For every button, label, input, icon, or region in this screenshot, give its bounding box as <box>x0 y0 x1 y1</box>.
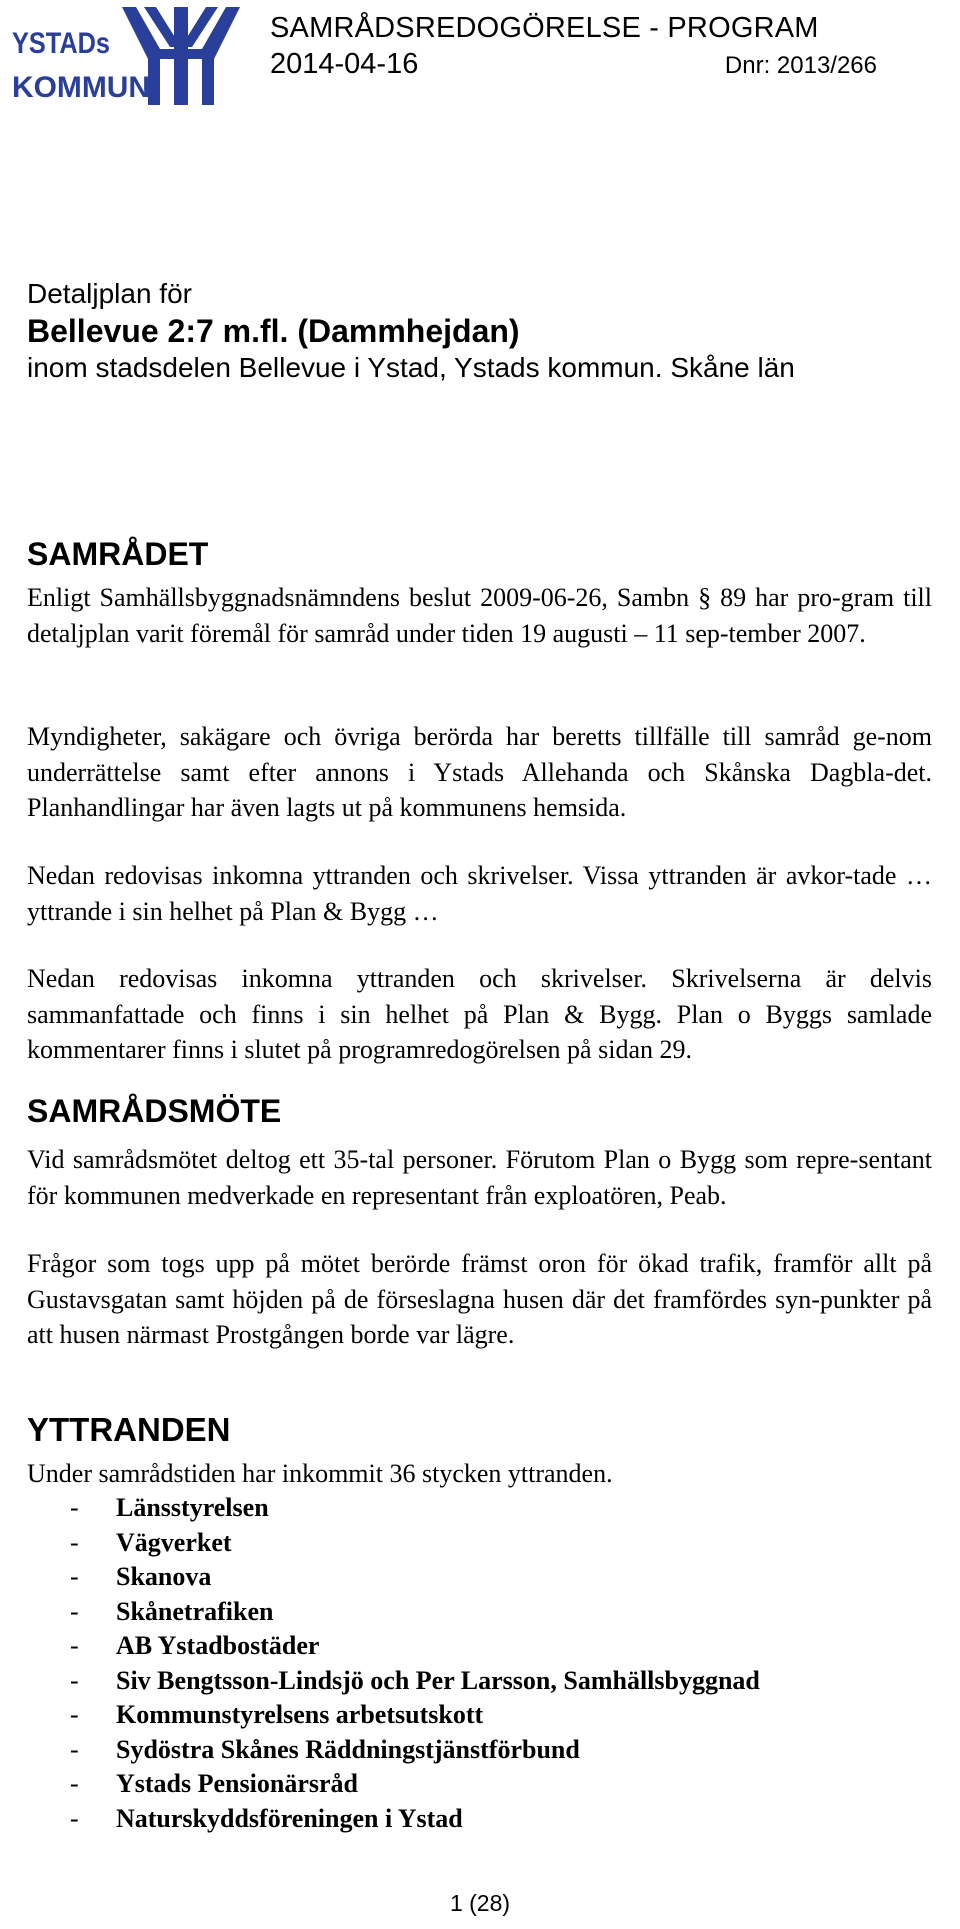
list-item <box>70 1664 760 1699</box>
list-item-label: Naturskyddsföreningen i Ystad <box>116 1803 463 1833</box>
paragraph-yttranden-intro: Under samrådstiden har inkommit 36 stycken yttranden. <box>27 1459 613 1488</box>
list-item-label: AB Ystadbostäder <box>116 1631 320 1660</box>
list-dash: - <box>70 1769 79 1798</box>
list-item-label: Ystads Pensionärsråd <box>116 1769 358 1798</box>
document-dnr: Dnr: 2013/266 <box>724 52 877 79</box>
list-item <box>70 1560 760 1595</box>
logo-text-top: YSTADs <box>12 27 110 60</box>
paragraph-motet-fragor: Frågor som togs upp på mötet berörde främst oron för ökad trafik, framför allt på Gustavsgatan samt höjden på de förseslagna husen där det framfördes syn-punkter på att husen närmast Prostgången borde var lägre. <box>27 1249 932 1349</box>
list-dash: - <box>70 1562 79 1591</box>
list-item <box>70 1491 760 1526</box>
list-item-label: Siv Bengtsson-Lindsjö och Per Larsson, Samhällsbyggnad <box>116 1665 760 1695</box>
logo-text-bottom: KOMMUN <box>12 71 150 104</box>
list-dash: - <box>70 1527 79 1557</box>
list-item-label: Kommunstyrelsens arbetsutskott <box>116 1700 484 1729</box>
page-number: 1 (28) <box>449 1890 511 1916</box>
document-date: 2014-04-16 <box>270 48 419 80</box>
list-dash: - <box>70 1493 79 1522</box>
heading-samradet: SAMRÅDET <box>27 536 209 572</box>
heading-yttranden: YTTRANDEN <box>27 1411 231 1448</box>
list-item <box>70 1595 760 1630</box>
remissinstanser-list <box>70 1491 760 1836</box>
paragraph-motet-deltagare: Vid samrådsmötet deltog ett 35-tal personer. Förutom Plan o Bygg som repre-sentant för kommunen medverkade en representant från exploatören, Peab. <box>27 1145 932 1210</box>
plan-name: Bellevue 2:7 m.fl. (Dammhejdan) <box>27 313 520 349</box>
list-item-label: Skanova <box>116 1562 212 1591</box>
heading-samradsmote: SAMRÅDSMÖTE <box>27 1093 282 1129</box>
paragraph-samrad-beslut: Enligt Samhällsbyggnadsnämndens beslut 2009-06-26, Sambn § 89 har pro-gram till detaljplan varit föremål för samråd under tiden 19 augusti – 11 sep-tember 2007. <box>27 583 932 648</box>
list-dash: - <box>70 1596 79 1626</box>
list-item-label: Skånetrafiken <box>116 1596 274 1626</box>
ystads-kommun-logo <box>10 7 240 105</box>
plan-location: inom stadsdelen Bellevue i Ystad, Ystads kommun. Skåne län <box>27 352 795 383</box>
paragraph-skrivelser: Nedan redovisas inkomna yttranden och skrivelser. Skrivelserna är delvis sammanfattade och finns i sin helhet på Plan & Bygg. Plan o Byggs samlade kommentarer finns i slutet på programredogörelsen på sidan 29. <box>27 964 932 1064</box>
document-type: SAMRÅDSREDOGÖRELSE - PROGRAM <box>270 12 819 44</box>
paragraph-berorda: Myndigheter, sakägare och övriga berörda har beretts tillfälle till samråd ge-nom underrättelse samt efter annons i Ystads Allehanda och Skånska Dagbla-det. Planhandlingar har även lagts ut på kommunens hemsida. <box>27 722 932 822</box>
list-dash: - <box>70 1700 79 1729</box>
list-dash: - <box>70 1665 79 1695</box>
list-dash: - <box>70 1803 79 1833</box>
list-item <box>70 1767 760 1802</box>
list-item-label: Sydöstra Skånes Räddningstjänstförbund <box>116 1734 580 1764</box>
list-item <box>70 1733 760 1768</box>
list-dash: - <box>70 1631 79 1660</box>
list-item <box>70 1629 760 1664</box>
list-item <box>70 1802 760 1837</box>
list-dash: - <box>70 1734 79 1764</box>
list-item <box>70 1526 760 1561</box>
list-item-label: Länsstyrelsen <box>116 1493 269 1522</box>
plan-prefix: Detaljplan för <box>27 278 192 309</box>
list-item <box>70 1698 760 1733</box>
paragraph-yttranden-note: Nedan redovisas inkomna yttranden och skrivelser. Vissa yttranden är avkor-tade … yttrande i sin helhet på Plan & Bygg … <box>27 861 932 926</box>
list-item-label: Vägverket <box>116 1527 232 1557</box>
